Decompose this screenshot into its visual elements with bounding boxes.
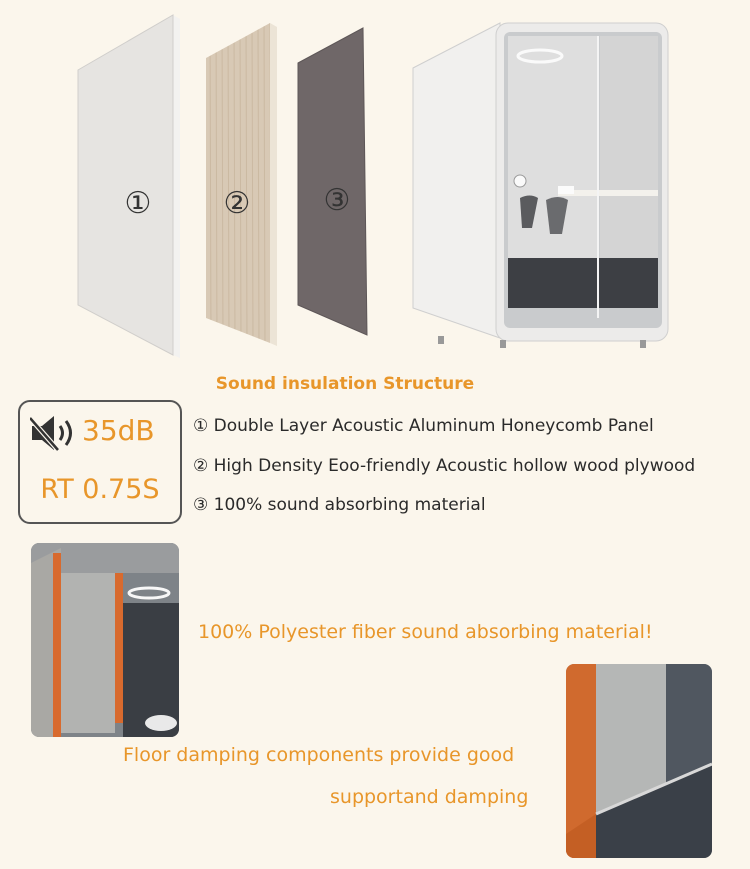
decibel-value: 35dB	[82, 414, 155, 447]
feature-item-1: ① Double Layer Acoustic Aluminum Honeycomb Panel	[193, 416, 654, 436]
speaker-mute-icon	[30, 414, 78, 452]
reverb-time-value: RT 0.75S	[40, 474, 160, 505]
section-title: Sound insulation Structure	[215, 374, 475, 394]
feature-item-2: ② High Density Eoo-friendly Acoustic hollow wood plywood	[193, 456, 696, 476]
floor-caption-line-1: Floor damping components provide good	[123, 744, 515, 766]
panel-2-number-text: ②	[223, 185, 251, 221]
panel-3-number	[317, 180, 357, 220]
panel-1-number-text: ①	[124, 185, 152, 221]
booth-image	[408, 18, 676, 353]
feature-item-3: ③ 100% sound absorbing material	[193, 495, 486, 515]
floor-damping-photo	[566, 664, 712, 858]
polyester-photo	[31, 543, 179, 737]
polyester-caption: 100% Polyester fiber sound absorbing material!	[198, 621, 653, 643]
spec-box	[18, 400, 182, 524]
panel-3-number-text: ③	[323, 182, 351, 218]
panel-1-number	[118, 183, 158, 223]
panel-2-number	[217, 183, 257, 223]
floor-caption-line-2: supportand damping	[330, 786, 529, 808]
